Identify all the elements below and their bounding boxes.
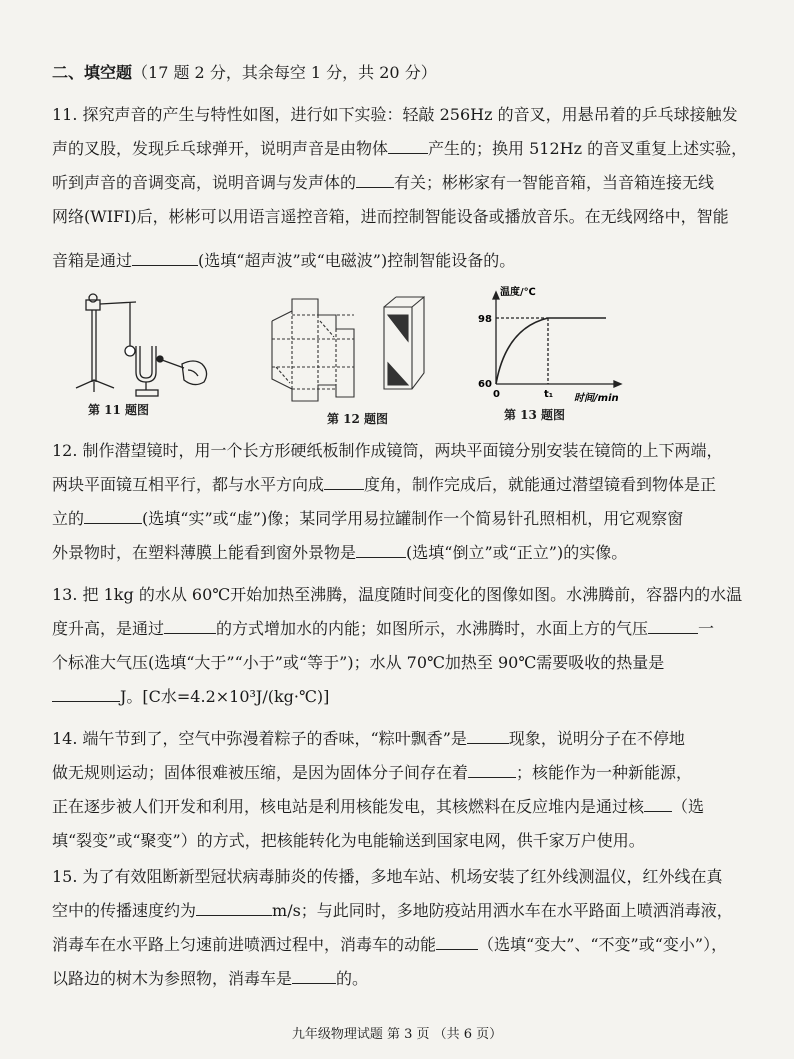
q12-line-4 xyxy=(52,542,764,564)
q11-text: 声的叉股，发现乒乓球弹开，说明声音是由物体 xyxy=(52,139,389,158)
q11-text: 产生的；换用 512Hz 的音叉重复上述实验， xyxy=(428,139,748,158)
q15-text: 消毒车在水平路上匀速前进喷洒过程中，消毒车的动能 xyxy=(52,935,437,954)
q14-text: 做无规则运动；固体很难被压缩，是因为固体分子间存在着 xyxy=(52,763,469,782)
tuning-fork-figure xyxy=(70,290,220,402)
q14-text: 现象，说明分子在不停地 xyxy=(508,729,685,748)
q11-text: 有关；彬彬家有一智能音箱，当音箱连接无线 xyxy=(394,173,715,192)
q14-line-2 xyxy=(52,762,764,784)
q15-text: m/s；与此同时，多地防疫站用洒水车在水平路面上喷洒消毒液， xyxy=(272,901,733,920)
q15-line-3 xyxy=(52,934,764,956)
q14-line-3 xyxy=(52,796,764,818)
q11-text: (选填“超声波”或“电磁波”)控制智能设备的。 xyxy=(198,251,516,270)
figure-12-caption: 第 12 题图 xyxy=(327,412,389,426)
page-footer: 九年级物理试题 第 3 页 （共 6 页） xyxy=(291,1027,503,1042)
q12-text: 外景物时，在塑料薄膜上能看到窗外景物是 xyxy=(52,543,357,562)
q15-line-4 xyxy=(52,968,764,990)
q14-blank-2[interactable] xyxy=(468,763,516,778)
graph-y-label: 温度/℃ xyxy=(500,287,536,298)
q11-blank-1[interactable] xyxy=(388,139,428,154)
q15-text: 空中的传播速度约为 xyxy=(52,901,197,920)
q13-text: 度升高，是通过 xyxy=(52,619,165,638)
q14-line-1 xyxy=(52,728,764,750)
q14-blank-3[interactable] xyxy=(644,797,672,812)
graph-x-label: 时间/min xyxy=(574,393,619,402)
q12-line-2 xyxy=(52,474,764,496)
q15-text: 的。 xyxy=(336,969,369,988)
graph-y-tick-60: 60 xyxy=(478,379,492,390)
q12-blank-3[interactable] xyxy=(356,543,406,558)
q13-text: 一 xyxy=(698,619,715,638)
q15-blank-2[interactable] xyxy=(436,935,478,950)
q12-blank-1[interactable] xyxy=(324,475,364,490)
q12-text: 立的 xyxy=(52,509,85,528)
q12-text: (选填“倒立”或“正立”)的实像。 xyxy=(406,543,628,562)
q15-line-2 xyxy=(52,900,764,922)
periscope-figure xyxy=(262,293,447,408)
q12-text: 两块平面镜互相平行，都与水平方向成 xyxy=(52,475,325,494)
q14-text: 14. 端午节到了，空气中弥漫着粽子的香味，“粽叶飘香”是 xyxy=(52,729,467,748)
q14-text: （选 xyxy=(672,797,705,816)
q14-text: ；核能作为一种新能源， xyxy=(516,763,693,782)
section-title: 二、填空题 xyxy=(52,63,133,82)
q13-blank-1[interactable] xyxy=(164,619,216,634)
q13-line-1: 13. 把 1kg 的水从 60℃开始加热至沸腾，温度随时间变化的图像如图。水沸腾前，容器内的水温 xyxy=(52,585,743,604)
q11-line-5 xyxy=(52,250,764,272)
graph-y-tick-98: 98 xyxy=(478,314,492,325)
q14-blank-1[interactable] xyxy=(467,729,509,744)
q12-text: (选填“实”或“虚”)像；某同学用易拉罐制作一个简易针孔照相机，用它观察窗 xyxy=(142,509,684,528)
q15-blank-1[interactable] xyxy=(196,901,272,916)
q13-line-4 xyxy=(52,686,764,708)
q12-line-1: 12. 制作潜望镜时，用一个长方形硬纸板制作成镜筒，两块平面镜分别安装在镜筒的上下两端， xyxy=(52,441,723,460)
q11-text: 听到声音的音调变高，说明音调与发声体的 xyxy=(52,173,357,192)
graph-x-tick-t1: t₁ xyxy=(544,389,554,400)
q12-text: 度角，制作完成后，就能通过潜望镜看到物体是正 xyxy=(364,475,717,494)
q11-line-3 xyxy=(52,172,764,194)
q13-text: 的方式增加水的内能；如图所示，水沸腾时，水面上方的气压 xyxy=(216,619,649,638)
q11-blank-2[interactable] xyxy=(356,173,394,188)
q13-blank-3[interactable] xyxy=(52,687,120,702)
temperature-time-graph xyxy=(476,284,626,402)
q15-text: （选填“变大”、“不变”或“变小”）， xyxy=(478,935,728,954)
q14-text: 正在逐步被人们开发和利用，核电站是利用核能发电，其核燃料在反应堆内是通过核 xyxy=(52,797,645,816)
q15-text: 以路边的树木为参照物，消毒车是 xyxy=(52,969,293,988)
q12-line-3 xyxy=(52,508,764,530)
q15-blank-3[interactable] xyxy=(292,969,336,984)
q13-blank-2[interactable] xyxy=(648,619,698,634)
figure-11-caption: 第 11 题图 xyxy=(88,403,150,417)
q13-line-3: 个标准大气压(选填“大于”“小于”或“等于”)；水从 70℃加热至 90℃需要吸收的热量是 xyxy=(52,653,665,672)
q14-line-4: 填“裂变”或“聚变”）的方式，把核能转化为电能输送到国家电网，供千家万户使用。 xyxy=(52,831,645,850)
section-note: （17 题 2 分，其余每空 1 分，共 20 分） xyxy=(132,63,437,82)
q12-blank-2[interactable] xyxy=(84,509,142,524)
q11-line-2 xyxy=(52,138,764,160)
figure-13-caption: 第 13 题图 xyxy=(504,408,566,422)
q11-line-4: 网络(WIFI)后，彬彬可以用语言遥控音箱，进而控制智能设备或播放音乐。在无线网络中，智能 xyxy=(52,207,729,226)
q11-line-1: 11. 探究声音的产生与特性如图，进行如下实验：轻敲 256Hz 的音叉，用悬吊着的乒乓球接触发 xyxy=(52,105,738,124)
graph-x-origin: 0 xyxy=(493,389,500,400)
q13-text: J。[C水=4.2×10³J/(kg·℃)] xyxy=(120,687,330,706)
section-header xyxy=(52,62,764,84)
q13-line-2 xyxy=(52,618,764,640)
q11-blank-3[interactable] xyxy=(132,251,198,266)
q11-text: 音箱是通过 xyxy=(52,251,133,270)
q15-line-1: 15. 为了有效阻断新型冠状病毒肺炎的传播，多地车站、机场安装了红外线测温仪，红外线在真 xyxy=(52,867,723,886)
